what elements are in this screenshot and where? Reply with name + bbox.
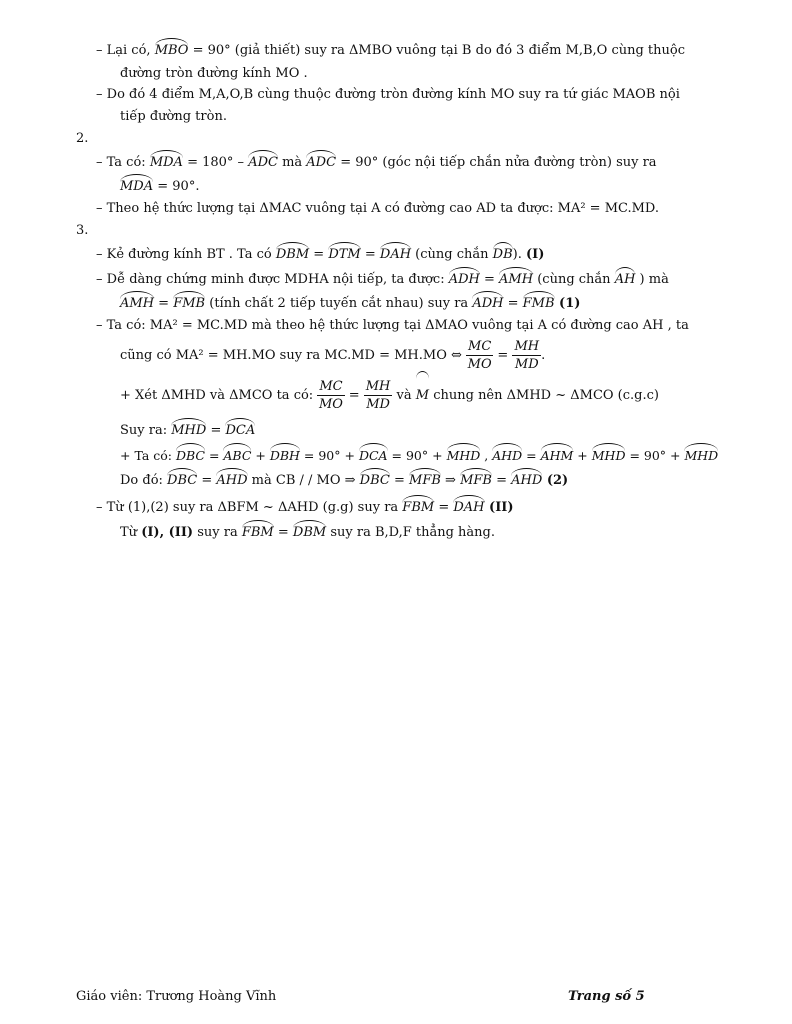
section-3: 3. (76, 223, 89, 238)
line-14: – Từ (1),(2) suy ra ΔBFM ~ ΔAHD (g.g) suy ra FBM = DAH (II) (96, 500, 514, 515)
line-3: – Ta có: MDA = 180° – ADC mà ADC = 90° (góc nội tiếp chắn nửa đường tròn) suy ra (96, 155, 657, 170)
line-2-cont: tiếp đường tròn. (120, 109, 227, 124)
footer-page-number: Trang số 5 (568, 989, 645, 1004)
fraction-mc-mo-2: $\frac{MC}{MO}$ (318, 379, 343, 412)
line-2: – Do đó 4 điểm M,A,O,B cùng thuộc đường tròn đường kính MO suy ra tứ giác MAOB nội (96, 87, 680, 102)
line-7: AMH = FMB (tính chất 2 tiếp tuyến cắt nhau) suy ra ADH = FMB (1) (120, 296, 581, 311)
fraction-mc-mo: $\frac{MC}{MO}$ (467, 339, 492, 372)
section-2: 2. (76, 131, 89, 146)
line-5: – Kẻ đường kính BT . Ta có DBM = DTM = DAH (cùng chắn DB). (I) (96, 247, 545, 262)
line-10: + Xét ΔMHD và ΔMCO ta có: $\frac{MC}{MO}$ = $\frac{MH}{MD}$ và M chung nên ΔMHD ~ ΔMCO (c.g.c) (120, 376, 659, 416)
line-13: Do đó: DBC = AHD mà CB / / MO ⇒ DBC = MFB ⇒ MFB = AHD (2) (120, 473, 569, 488)
line-9: cũng có MA² = MH.MO suy ra MC.MD = MH.MO ⇔ $\frac{MC}{MO}$ = $\frac{MH}{MD}$ . (120, 339, 546, 372)
footer-teacher: Giáo viên: Trương Hoàng Vĩnh (76, 989, 277, 1004)
line-15: Từ (I), (II) suy ra FBM = DBM suy ra B,D,F thẳng hàng. (120, 525, 496, 540)
line-12: + Ta có: DBC = ABC + DBH = 90° + DCA = 90° + MHD , AHD = AHM + MHD = 90° + MHD (120, 448, 719, 463)
line-3-cont: MDA = 90°. (120, 179, 200, 194)
line-1-cont: đường tròn đường kính MO . (120, 66, 308, 81)
line-8: – Ta có: MA² = MC.MD mà theo hệ thức lượng tại ΔMAO vuông tại A có đường cao AH , ta (96, 318, 689, 333)
fraction-mh-md-2: $\frac{MH}{MD}$ (365, 379, 391, 412)
line-11: Suy ra: MHD = DCA (120, 423, 256, 438)
line-6: – Dễ dàng chứng minh được MDHA nội tiếp, ta được: ADH = AMH (cùng chắn AH ) mà (96, 272, 669, 287)
line-1: – Lại có, MBO = 90° (giả thiết) suy ra ΔMBO vuông tại B do đó 3 điểm M,B,O cùng thuộc (96, 43, 685, 58)
line-4: – Theo hệ thức lượng tại ΔMAC vuông tại A có đường cao AD ta được: MA² = MC.MD. (96, 201, 660, 216)
fraction-mh-md: $\frac{MH}{MD}$ (514, 339, 540, 372)
